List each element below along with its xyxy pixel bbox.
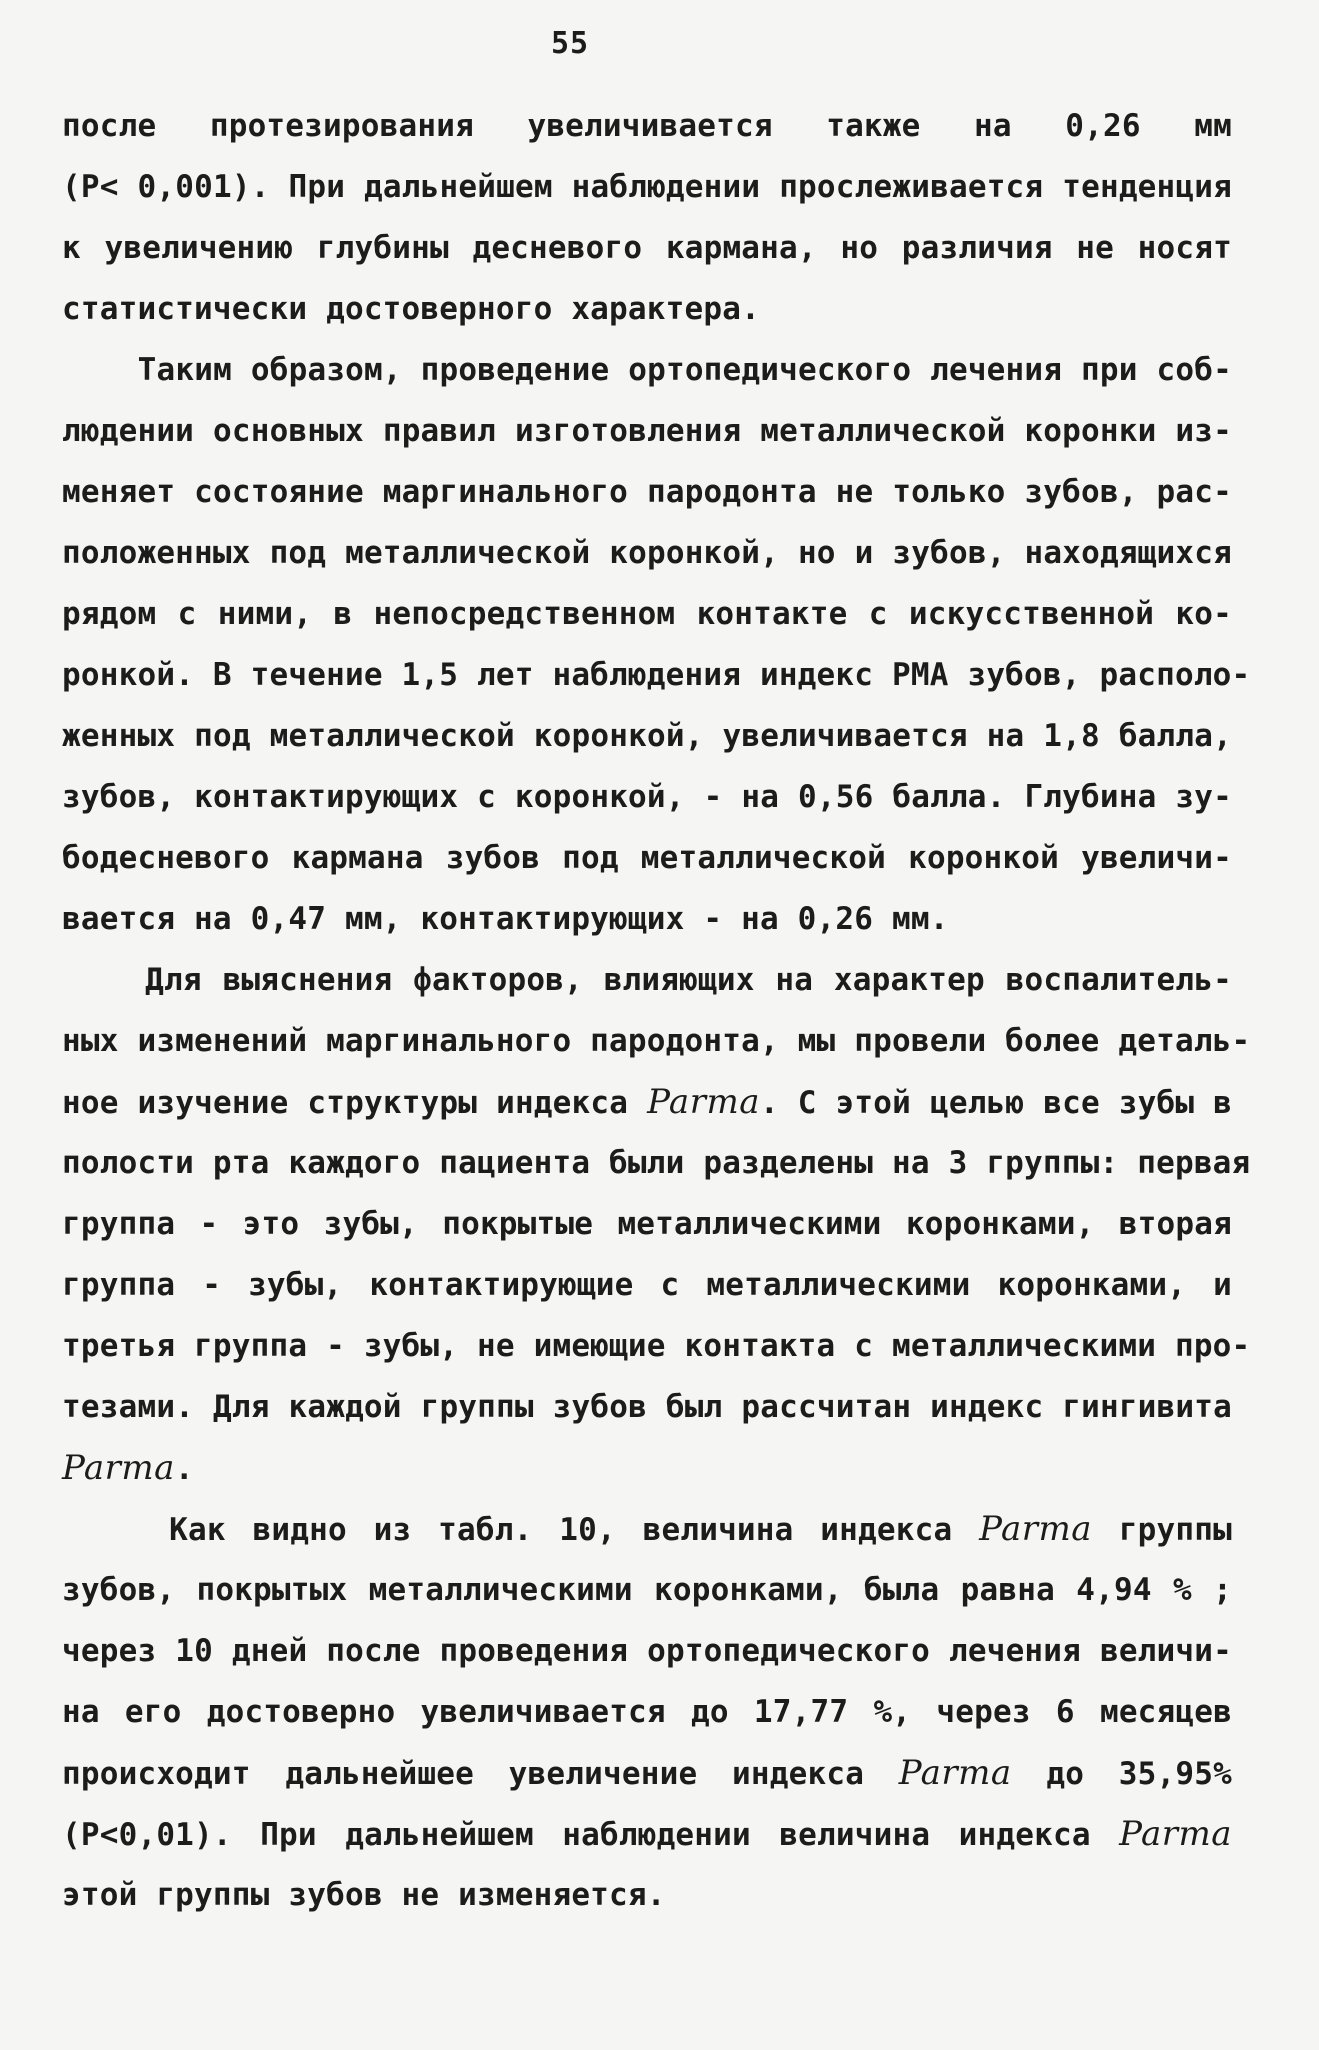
text-line: ное изучение структуры индекса Parma. С этой целью все зубы в bbox=[62, 1082, 1232, 1122]
text-line: группа - это зубы, покрытые металлическими коронками, вторая bbox=[62, 1206, 1232, 1242]
text-line: Таким образом, проведение ортопедического лечения при соб- bbox=[62, 352, 1232, 388]
paragraph bbox=[62, 950, 1251, 1499]
text-line: ронкой. В течение 1,5 лет наблюдения индекс РМА зубов, располо- bbox=[62, 657, 1251, 693]
text-line: полости рта каждого пациента были разделены на 3 группы: первая bbox=[62, 1145, 1251, 1181]
text-line: к увеличению глубины десневого кармана, но различия не носят bbox=[62, 230, 1232, 266]
handwritten-index-name: Parma bbox=[1119, 1814, 1232, 1854]
text-line: через 10 дней после проведения ортопедического лечения величи- bbox=[62, 1633, 1232, 1669]
text-line: женных под металлической коронкой, увеличивается на 1,8 балла, bbox=[62, 718, 1232, 754]
handwritten-index-name: Parma bbox=[898, 1753, 1012, 1793]
text-line: рядом с ними, в непосредственном контакте с искусственной ко- bbox=[62, 596, 1232, 632]
handwritten-index-name: Parma bbox=[647, 1082, 760, 1122]
handwritten-index-name: Parma bbox=[979, 1509, 1093, 1549]
text-line: людении основных правил изготовления металлической коронки из- bbox=[62, 413, 1232, 449]
text-line: зубов, покрытых металлическими коронками, была равна 4,94 % ; bbox=[62, 1572, 1232, 1608]
text-line: статистически достоверного характера. bbox=[62, 291, 760, 327]
text-line: Parma. bbox=[62, 1448, 194, 1488]
text-line: положенных под металлической коронкой, но и зубов, находящихся bbox=[62, 535, 1232, 571]
paragraph bbox=[62, 340, 1251, 950]
paragraph bbox=[62, 96, 1232, 340]
text-line: тезами. Для каждой группы зубов был рассчитан индекс гингивита bbox=[62, 1389, 1232, 1425]
text-line: третья группа - зубы, не имеющие контакта с металлическими про- bbox=[62, 1328, 1251, 1364]
text-line: на его достоверно увеличивается до 17,77 %, через 6 месяцев bbox=[62, 1694, 1232, 1730]
text-line: ных изменений маргинального пародонта, мы провели более деталь- bbox=[62, 1023, 1251, 1059]
handwritten-index-name: Parma bbox=[62, 1448, 175, 1488]
text-line: этой группы зубов не изменяется. bbox=[62, 1877, 666, 1913]
text-line: зубов, контактирующих с коронкой, - на 0,56 балла. Глубина зу- bbox=[62, 779, 1232, 815]
text-line: Для выяснения факторов, влияющих на характер воспалитель- bbox=[62, 962, 1232, 998]
text-line: меняет состояние маргинального пародонта не только зубов, рас- bbox=[62, 474, 1232, 510]
text-line: после протезирования увеличивается также на 0,26 мм bbox=[62, 108, 1232, 144]
page-number: 55 bbox=[550, 26, 590, 61]
text-line: происходит дальнейшее увеличение индекса Parma до 35,95% bbox=[62, 1753, 1232, 1793]
text-line: бодесневого кармана зубов под металлической коронкой увеличи- bbox=[62, 840, 1232, 876]
text-line: Как видно из табл. 10, величина индекса Parma группы bbox=[62, 1509, 1232, 1549]
body-text bbox=[62, 96, 1251, 1926]
text-line: вается на 0,47 мм, контактирующих - на 0,26 мм. bbox=[62, 901, 949, 937]
text-line: группа - зубы, контактирующие с металлическими коронками, и bbox=[62, 1267, 1232, 1303]
text-line: (P<0,01). При дальнейшем наблюдении величина индекса Parma bbox=[62, 1814, 1232, 1854]
text-line: (P< 0,001). При дальнейшем наблюдении прослеживается тенденция bbox=[62, 169, 1232, 205]
paragraph bbox=[62, 1499, 1232, 1926]
